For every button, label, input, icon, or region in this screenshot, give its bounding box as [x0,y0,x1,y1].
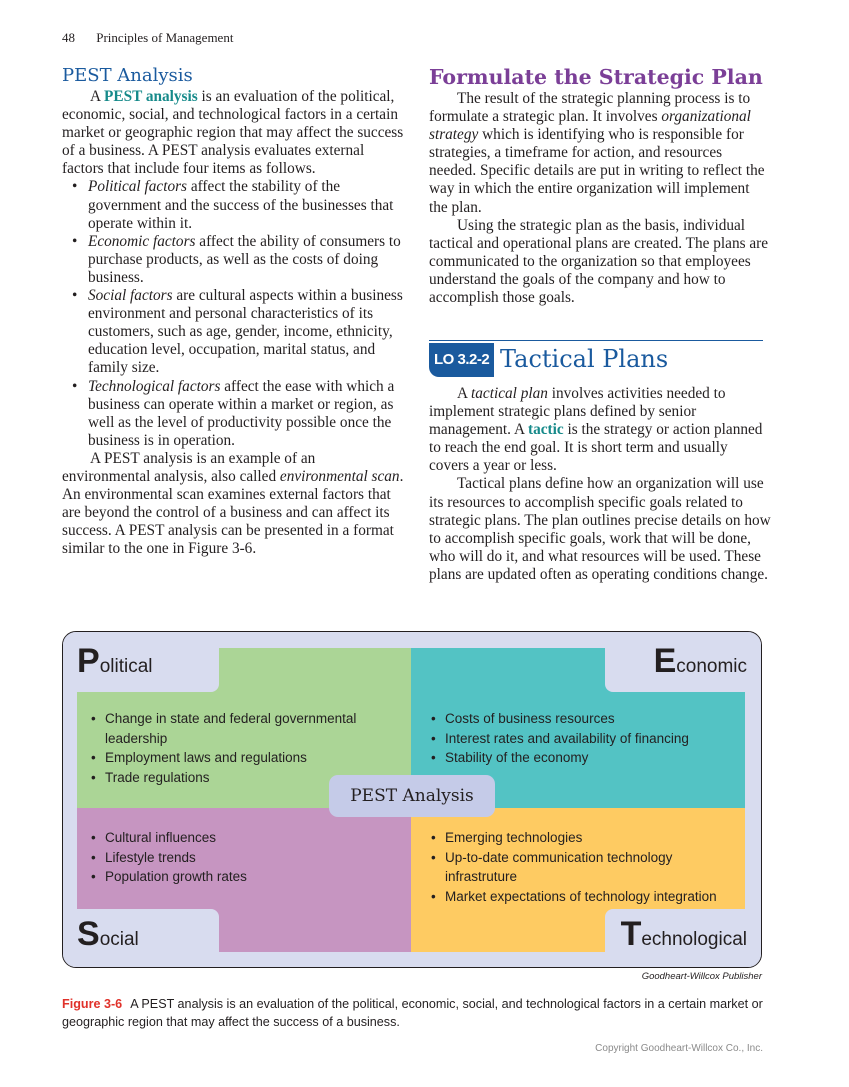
list-item: • Trade regulations [89,768,399,788]
list-item: • Up-to-date communication technology infrastruture [429,848,739,887]
tactical-plan-paragraph: A tactical plan involves activities needed to implement strategic plans defined by senior management. A tactic is the strategy or action planned to reach the end goal. It is short term and usually covers a year or less. [429,385,763,475]
figure-credit: Goodheart-Willcox Publisher [641,971,762,982]
page-number: 48 [62,30,75,45]
list-item: • Social factors are cultural aspects within a business environment and personal characteristics of its customers, such as age, gender, income, ethnicity, education level, occupation, marital status, and family size. [62,287,404,377]
technological-items [429,828,739,906]
list-item: • Political factors affect the stability of the government and the success of the businesses that operate within it. [62,178,404,232]
label-economic: Economic [605,632,761,692]
keyword-tactic: tactic [527,421,564,439]
list-item: • Stability of the economy [429,748,739,768]
section-heading-formulate: Formulate the Strategic Plan [429,65,763,89]
pest-analysis-figure [62,631,762,968]
list-item: • Population growth rates [89,867,399,887]
list-item: • Market expectations of technology integration [429,887,739,907]
figure-caption: Figure 3-6 A PEST analysis is an evaluation of the political, economic, social, and technological factors in a certain market or geographic region that may affect the success of a business. [62,997,763,1029]
pest-factor-list [62,178,404,449]
running-head [62,30,233,46]
left-column [62,64,404,558]
learning-objective-badge: LO 3.2-2 [429,343,494,377]
pest-intro-paragraph: A PEST analysis is an evaluation of the political, economic, social, and technological factors in a certain market or geographic region that may affect the success of a business. A PEST analysis evaluates external factors that include four items as follows. [62,88,404,178]
tactical-plans-body [429,385,771,584]
tactical-define-paragraph: Tactical plans define how an organization will use its resources to accomplish specific goals related to strategic plans. The plan outlines precise details on how to accomplish specific goals, work that will be done, who will do it, and what resources will be used. These plans are updated often as operating conditions change. [429,475,771,583]
list-item: • Economic factors affect the ability of consumers to purchase products, as well as the costs of doing business. [62,233,404,287]
figure-number: Figure 3-6 [62,997,123,1011]
right-column [429,64,771,307]
list-item: • Emerging technologies [429,828,739,848]
list-item: • Lifestyle trends [89,848,399,868]
section-heading-pest: PEST Analysis [62,65,193,86]
economic-items [429,709,739,768]
strategic-plan-paragraph: The result of the strategic planning process is to formulate a strategic plan. It involves organizational strategy which is identifying who is responsible for strategies, a timeframe for action, and resources needed. Specific details are put in writing to reflect the way in which the entire organization will implement the plan. [429,90,765,216]
book-title: Principles of Management [96,30,234,45]
environmental-scan-paragraph: A PEST analysis is an example of an environmental analysis, also called environmental scan. An environmental scan examines external factors that are beyond the control of a business and can affect its success. A PEST analysis can be presented in a format similar to the one in Figure 3-6. [62,449,404,558]
list-item: • Change in state and federal governmental leadership [89,709,399,748]
strategic-basis-paragraph: Using the strategic plan as the basis, individual tactical and operational plans are created. The plans are communicated to the organization so that employees understand the goals of the company and how to accomplish those goals. [429,216,769,307]
keyword-pest-analysis: PEST analysis [104,88,198,105]
section-heading-tactical: Tactical Plans [500,345,669,373]
label-political: Political [63,632,219,692]
center-label: PEST Analysis [329,775,495,817]
lo-heading-row [429,340,763,381]
list-item: • Employment laws and regulations [89,748,399,768]
label-social: Social [63,909,219,967]
list-item: • Cultural influences [89,828,399,848]
list-item: • Interest rates and availability of financing [429,729,739,749]
list-item: • Costs of business resources [429,709,739,729]
social-items [89,828,399,887]
list-item: • Technological factors affect the ease with which a business can operate within a market or region, as well as the level of productivity possible once the business is in operation. [62,378,404,450]
label-technological: Technological [605,909,761,967]
copyright-notice: Copyright Goodheart-Willcox Co., Inc. [595,1043,763,1054]
